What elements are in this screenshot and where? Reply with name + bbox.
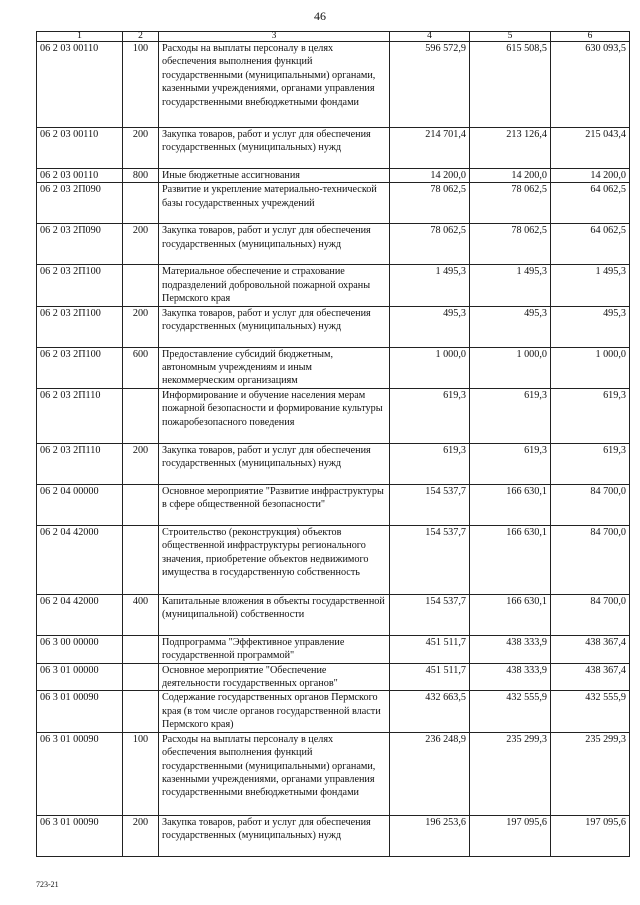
budget-code-cell: 06 3 01 00090 xyxy=(37,691,123,732)
item-name-cell: Закупка товаров, работ и услуг для обеспечения государственных (муниципальных) нужд xyxy=(159,815,390,856)
table-row xyxy=(37,128,630,169)
budget-code-cell: 06 2 03 2П100 xyxy=(37,265,123,306)
column-number-row xyxy=(37,32,630,42)
item-name-cell: Развитие и укрепление материально-технической базы государственных учреждений xyxy=(159,183,390,224)
amount-year1-cell: 214 701,4 xyxy=(390,128,470,169)
expense-type-cell: 400 xyxy=(123,594,159,635)
table-row xyxy=(37,347,630,388)
item-name-cell: Содержание государственных органов Пермского края (в том числе органов государственной власти Пермского края) xyxy=(159,691,390,732)
item-name-cell: Закупка товаров, работ и услуг для обеспечения государственных (муниципальных) нужд xyxy=(159,224,390,265)
table-row xyxy=(37,635,630,663)
expense-type-cell xyxy=(123,265,159,306)
table-row xyxy=(37,443,630,484)
table-row xyxy=(37,594,630,635)
amount-year3-cell: 197 095,6 xyxy=(551,815,630,856)
budget-code-cell: 06 3 01 00090 xyxy=(37,815,123,856)
budget-code-cell: 06 2 03 00110 xyxy=(37,42,123,128)
expense-type-cell: 800 xyxy=(123,169,159,183)
page-number: 46 xyxy=(314,9,326,23)
amount-year3-cell: 495,3 xyxy=(551,306,630,347)
budget-code-cell: 06 2 03 2П110 xyxy=(37,388,123,443)
item-name-cell: Иные бюджетные ассигнования xyxy=(159,169,390,183)
budget-code-cell: 06 2 03 00110 xyxy=(37,128,123,169)
amount-year2-cell: 615 508,5 xyxy=(470,42,551,128)
table-row xyxy=(37,815,630,856)
amount-year1-cell: 154 537,7 xyxy=(390,525,470,594)
budget-code-cell: 06 2 04 42000 xyxy=(37,525,123,594)
amount-year1-cell: 1 495,3 xyxy=(390,265,470,306)
budget-code-cell: 06 3 01 00090 xyxy=(37,732,123,815)
amount-year1-cell: 154 537,7 xyxy=(390,594,470,635)
amount-year3-cell: 84 700,0 xyxy=(551,525,630,594)
table-row xyxy=(37,732,630,815)
table-row xyxy=(37,306,630,347)
amount-year2-cell: 432 555,9 xyxy=(470,691,551,732)
table-row xyxy=(37,484,630,525)
amount-year1-cell: 451 511,7 xyxy=(390,635,470,663)
amount-year1-cell: 619,3 xyxy=(390,443,470,484)
amount-year1-cell: 154 537,7 xyxy=(390,484,470,525)
item-name-cell: Капитальные вложения в объекты государственной (муниципальной) собственности xyxy=(159,594,390,635)
item-name-cell: Информирование и обучение населения мерам пожарной безопасности и формирование культуры пожаробезопасного поведения xyxy=(159,388,390,443)
amount-year2-cell: 14 200,0 xyxy=(470,169,551,183)
amount-year2-cell: 438 333,9 xyxy=(470,635,551,663)
table-row xyxy=(37,525,630,594)
expense-type-cell: 600 xyxy=(123,347,159,388)
amount-year2-cell: 213 126,4 xyxy=(470,128,551,169)
expense-type-cell: 200 xyxy=(123,306,159,347)
table-row xyxy=(37,388,630,443)
expense-type-cell: 200 xyxy=(123,815,159,856)
budget-code-cell: 06 2 04 00000 xyxy=(37,484,123,525)
item-name-cell: Закупка товаров, работ и услуг для обеспечения государственных (муниципальных) нужд xyxy=(159,128,390,169)
amount-year2-cell: 197 095,6 xyxy=(470,815,551,856)
item-name-cell: Расходы на выплаты персоналу в целях обеспечения выполнения функций государственными (муниципальными) органами, казенными учреждениями, органами управления государственными внебюджетными фондами xyxy=(159,42,390,128)
amount-year1-cell: 451 511,7 xyxy=(390,663,470,691)
amount-year2-cell: 438 333,9 xyxy=(470,663,551,691)
expense-type-cell: 200 xyxy=(123,224,159,265)
amount-year3-cell: 64 062,5 xyxy=(551,224,630,265)
amount-year3-cell: 64 062,5 xyxy=(551,183,630,224)
amount-year2-cell: 166 630,1 xyxy=(470,525,551,594)
amount-year1-cell: 78 062,5 xyxy=(390,183,470,224)
expense-type-cell xyxy=(123,635,159,663)
expense-type-cell: 200 xyxy=(123,128,159,169)
item-name-cell: Материальное обеспечение и страхование подразделений добровольной пожарной охраны Пермского края xyxy=(159,265,390,306)
amount-year2-cell: 1 495,3 xyxy=(470,265,551,306)
budget-code-cell: 06 2 03 2П100 xyxy=(37,306,123,347)
budget-table xyxy=(36,31,630,857)
amount-year2-cell: 495,3 xyxy=(470,306,551,347)
table-row xyxy=(37,663,630,691)
amount-year1-cell: 619,3 xyxy=(390,388,470,443)
table-row xyxy=(37,169,630,183)
column-number: 2 xyxy=(123,32,159,42)
amount-year2-cell: 619,3 xyxy=(470,443,551,484)
item-name-cell: Подпрограмма "Эффективное управление государственной программой" xyxy=(159,635,390,663)
column-number: 1 xyxy=(37,32,123,42)
amount-year2-cell: 235 299,3 xyxy=(470,732,551,815)
expense-type-cell: 200 xyxy=(123,443,159,484)
amount-year3-cell: 14 200,0 xyxy=(551,169,630,183)
budget-code-cell: 06 2 03 00110 xyxy=(37,169,123,183)
amount-year3-cell: 84 700,0 xyxy=(551,484,630,525)
item-name-cell: Расходы на выплаты персоналу в целях обеспечения выполнения функций государственными (муниципальными) органами, казенными учреждениями, органами управления государственными внебюджетными фондами xyxy=(159,732,390,815)
amount-year2-cell: 166 630,1 xyxy=(470,594,551,635)
budget-code-cell: 06 2 04 42000 xyxy=(37,594,123,635)
budget-code-cell: 06 2 03 2П090 xyxy=(37,224,123,265)
amount-year1-cell: 78 062,5 xyxy=(390,224,470,265)
budget-code-cell: 06 2 03 2П100 xyxy=(37,347,123,388)
budget-code-cell: 06 3 00 00000 xyxy=(37,635,123,663)
amount-year2-cell: 78 062,5 xyxy=(470,183,551,224)
table-row xyxy=(37,42,630,128)
table-row xyxy=(37,224,630,265)
amount-year1-cell: 1 000,0 xyxy=(390,347,470,388)
expense-type-cell: 100 xyxy=(123,42,159,128)
column-number: 3 xyxy=(159,32,390,42)
column-number: 4 xyxy=(390,32,470,42)
amount-year3-cell: 215 043,4 xyxy=(551,128,630,169)
amount-year2-cell: 166 630,1 xyxy=(470,484,551,525)
amount-year3-cell: 235 299,3 xyxy=(551,732,630,815)
amount-year3-cell: 1 000,0 xyxy=(551,347,630,388)
expense-type-cell xyxy=(123,663,159,691)
amount-year1-cell: 495,3 xyxy=(390,306,470,347)
amount-year3-cell: 438 367,4 xyxy=(551,635,630,663)
item-name-cell: Предоставление субсидий бюджетным, автономным учреждениям и иным некоммерческим организациям xyxy=(159,347,390,388)
amount-year3-cell: 432 555,9 xyxy=(551,691,630,732)
amount-year2-cell: 78 062,5 xyxy=(470,224,551,265)
budget-code-cell: 06 2 03 2П090 xyxy=(37,183,123,224)
amount-year1-cell: 432 663,5 xyxy=(390,691,470,732)
amount-year3-cell: 438 367,4 xyxy=(551,663,630,691)
amount-year3-cell: 1 495,3 xyxy=(551,265,630,306)
expense-type-cell xyxy=(123,525,159,594)
table-row xyxy=(37,183,630,224)
footer-document-code: 723-21 xyxy=(36,880,59,889)
amount-year2-cell: 1 000,0 xyxy=(470,347,551,388)
budget-code-cell: 06 2 03 2П110 xyxy=(37,443,123,484)
amount-year3-cell: 84 700,0 xyxy=(551,594,630,635)
expense-type-cell xyxy=(123,183,159,224)
item-name-cell: Основное мероприятие "Обеспечение деятельности государственных органов" xyxy=(159,663,390,691)
budget-code-cell: 06 3 01 00000 xyxy=(37,663,123,691)
item-name-cell: Строительство (реконструкция) объектов общественной инфраструктуры регионального значения, приобретение объектов недвижимого имущества в государственную собственность xyxy=(159,525,390,594)
column-number: 5 xyxy=(470,32,551,42)
amount-year2-cell: 619,3 xyxy=(470,388,551,443)
expense-type-cell xyxy=(123,388,159,443)
table-row xyxy=(37,265,630,306)
amount-year1-cell: 14 200,0 xyxy=(390,169,470,183)
amount-year1-cell: 596 572,9 xyxy=(390,42,470,128)
expense-type-cell xyxy=(123,691,159,732)
expense-type-cell xyxy=(123,484,159,525)
amount-year3-cell: 619,3 xyxy=(551,388,630,443)
item-name-cell: Закупка товаров, работ и услуг для обеспечения государственных (муниципальных) нужд xyxy=(159,306,390,347)
amount-year3-cell: 619,3 xyxy=(551,443,630,484)
column-number: 6 xyxy=(551,32,630,42)
amount-year1-cell: 236 248,9 xyxy=(390,732,470,815)
item-name-cell: Закупка товаров, работ и услуг для обеспечения государственных (муниципальных) нужд xyxy=(159,443,390,484)
table-row xyxy=(37,691,630,732)
amount-year3-cell: 630 093,5 xyxy=(551,42,630,128)
item-name-cell: Основное мероприятие "Развитие инфраструктуры в сфере общественной безопасности" xyxy=(159,484,390,525)
amount-year1-cell: 196 253,6 xyxy=(390,815,470,856)
expense-type-cell: 100 xyxy=(123,732,159,815)
